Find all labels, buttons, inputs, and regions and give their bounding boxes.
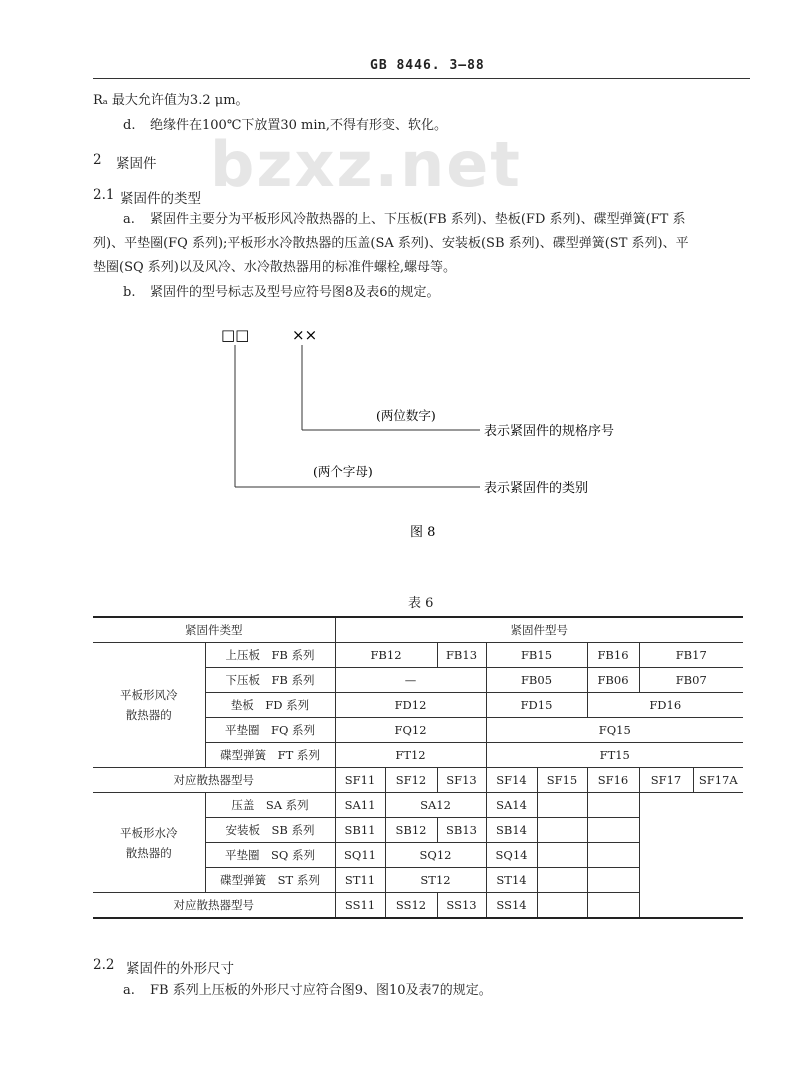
row-name: 平垫圈 FQ 系列 (205, 718, 335, 743)
table-head-row (93, 617, 743, 643)
figure-8-caption: 图 8 (410, 525, 436, 540)
para-a-line3: 垫圈(SQ 系列)以及风冷、水冷散热器用的标准件螺栓,螺母等。 (93, 260, 456, 275)
table-row (93, 793, 743, 818)
model-cell: SF11 (335, 768, 385, 793)
cell: FB17 (639, 643, 743, 668)
empty-cell (537, 818, 587, 843)
empty-cell (587, 818, 639, 843)
cell: FQ15 (486, 718, 743, 743)
model-cell: SS14 (486, 893, 537, 919)
para-a-label: a. (123, 212, 135, 227)
section-2-number: 2 (93, 152, 102, 168)
cell: ST12 (385, 868, 486, 893)
model-cell: SS11 (335, 893, 385, 919)
air-models-label: 对应散热器型号 (93, 768, 335, 793)
row-name: 碟型弹簧 ST 系列 (205, 868, 335, 893)
table-6 (93, 616, 743, 919)
para-a-line1: 紧固件主要分为平板形风冷散热器的上、下压板(FB 系列)、垫板(FD 系列)、碟型弹簧(FT 系 (150, 212, 686, 227)
cell: FB15 (486, 643, 587, 668)
model-cell: SF14 (486, 768, 537, 793)
cell: FB05 (486, 668, 587, 693)
cell: FQ12 (335, 718, 486, 743)
air-models-row (93, 768, 743, 793)
digits-note: (两位数字) (376, 408, 436, 423)
water-models-label: 对应散热器型号 (93, 893, 335, 919)
cell: FB13 (437, 643, 486, 668)
cell: SQ14 (486, 843, 537, 868)
cell: FB06 (587, 668, 639, 693)
cell: FD16 (587, 693, 743, 718)
digits-description: 表示紧固件的规格序号 (484, 424, 615, 439)
model-crosses: ×× (292, 326, 318, 344)
empty-cell (537, 868, 587, 893)
empty-cell (587, 843, 639, 868)
section-2-2-title: 紧固件的外形尺寸 (126, 961, 234, 977)
model-cell: SS12 (385, 893, 437, 919)
para-a-line2: 列)、平垫圈(FQ 系列);平板形水冷散热器的压盖(SA 系列)、安装板(SB 系列)、碟型弹簧(ST 系列)、平 (93, 236, 689, 251)
air-group-label: 平板形风冷 散热器的 (93, 643, 205, 768)
cell: — (335, 668, 486, 693)
para-22a-label: a. (123, 983, 135, 998)
row-name: 压盖 SA 系列 (205, 793, 335, 818)
row-name: 碟型弹簧 FT 系列 (205, 743, 335, 768)
cell: SA14 (486, 793, 537, 818)
empty-cell (587, 893, 639, 919)
water-group-label: 平板形水冷 散热器的 (93, 793, 205, 893)
cell: FT12 (335, 743, 486, 768)
section-2-1-number: 2.1 (93, 187, 115, 203)
cell: ST14 (486, 868, 537, 893)
head-model: 紧固件型号 (335, 617, 743, 643)
cell: SA11 (335, 793, 385, 818)
section-2-2-number: 2.2 (93, 957, 115, 973)
letters-note: (两个字母) (313, 464, 373, 479)
empty-cell (639, 843, 743, 868)
table-6-caption: 表 6 (408, 596, 434, 611)
section-2-title: 紧固件 (116, 156, 157, 172)
row-name: 下压板 FB 系列 (205, 668, 335, 693)
row-name: 上压板 FB 系列 (205, 643, 335, 668)
item-d-text: 绝缘件在100℃下放置30 min,不得有形变、软化。 (150, 118, 448, 133)
cell: FD12 (335, 693, 486, 718)
empty-cell (639, 793, 743, 818)
cell: SB13 (437, 818, 486, 843)
cell: SB14 (486, 818, 537, 843)
empty-cell (537, 793, 587, 818)
empty-cell (639, 868, 743, 893)
watermark: bzxz.net (210, 128, 522, 201)
empty-cell (537, 843, 587, 868)
section-2-1-title: 紧固件的类型 (120, 191, 201, 207)
row-name: 垫板 FD 系列 (205, 693, 335, 718)
water-models-row (93, 893, 743, 919)
para-b-text: 紧固件的型号标志及型号应符号图8及表6的规定。 (150, 285, 440, 300)
para-b-label: b. (123, 285, 136, 300)
cell: FB07 (639, 668, 743, 693)
model-cell: SF16 (587, 768, 639, 793)
cell: ST11 (335, 868, 385, 893)
cell: FB16 (587, 643, 639, 668)
cell: SA12 (385, 793, 486, 818)
roughness-line: Rₐ 最大允许值为3.2 μm。 (93, 93, 249, 108)
cell: SQ12 (385, 843, 486, 868)
empty-cell (537, 893, 587, 919)
cell: SB12 (385, 818, 437, 843)
empty-cell (587, 868, 639, 893)
model-cell: SF12 (385, 768, 437, 793)
standard-number: GB 8446. 3—88 (370, 58, 485, 73)
model-cell: SF17 (639, 768, 693, 793)
cell: SB11 (335, 818, 385, 843)
empty-cell (639, 893, 743, 919)
model-cell: SS13 (437, 893, 486, 919)
cell: FT15 (486, 743, 743, 768)
empty-cell (639, 818, 743, 843)
para-22a-text: FB 系列上压板的外形尺寸应符合图9、图10及表7的规定。 (150, 983, 492, 998)
model-boxes: □□ (221, 326, 250, 344)
empty-cell (587, 793, 639, 818)
model-cell: SF15 (537, 768, 587, 793)
head-type: 紧固件类型 (93, 617, 335, 643)
item-d-label: d. (123, 118, 136, 133)
model-cell: SF13 (437, 768, 486, 793)
table-row (93, 643, 743, 668)
cell: SQ11 (335, 843, 385, 868)
row-name: 平垫圈 SQ 系列 (205, 843, 335, 868)
model-cell: SF17A (693, 768, 743, 793)
cell: FD15 (486, 693, 587, 718)
cell: FB12 (335, 643, 437, 668)
letters-description: 表示紧固件的类别 (484, 481, 589, 496)
row-name: 安装板 SB 系列 (205, 818, 335, 843)
